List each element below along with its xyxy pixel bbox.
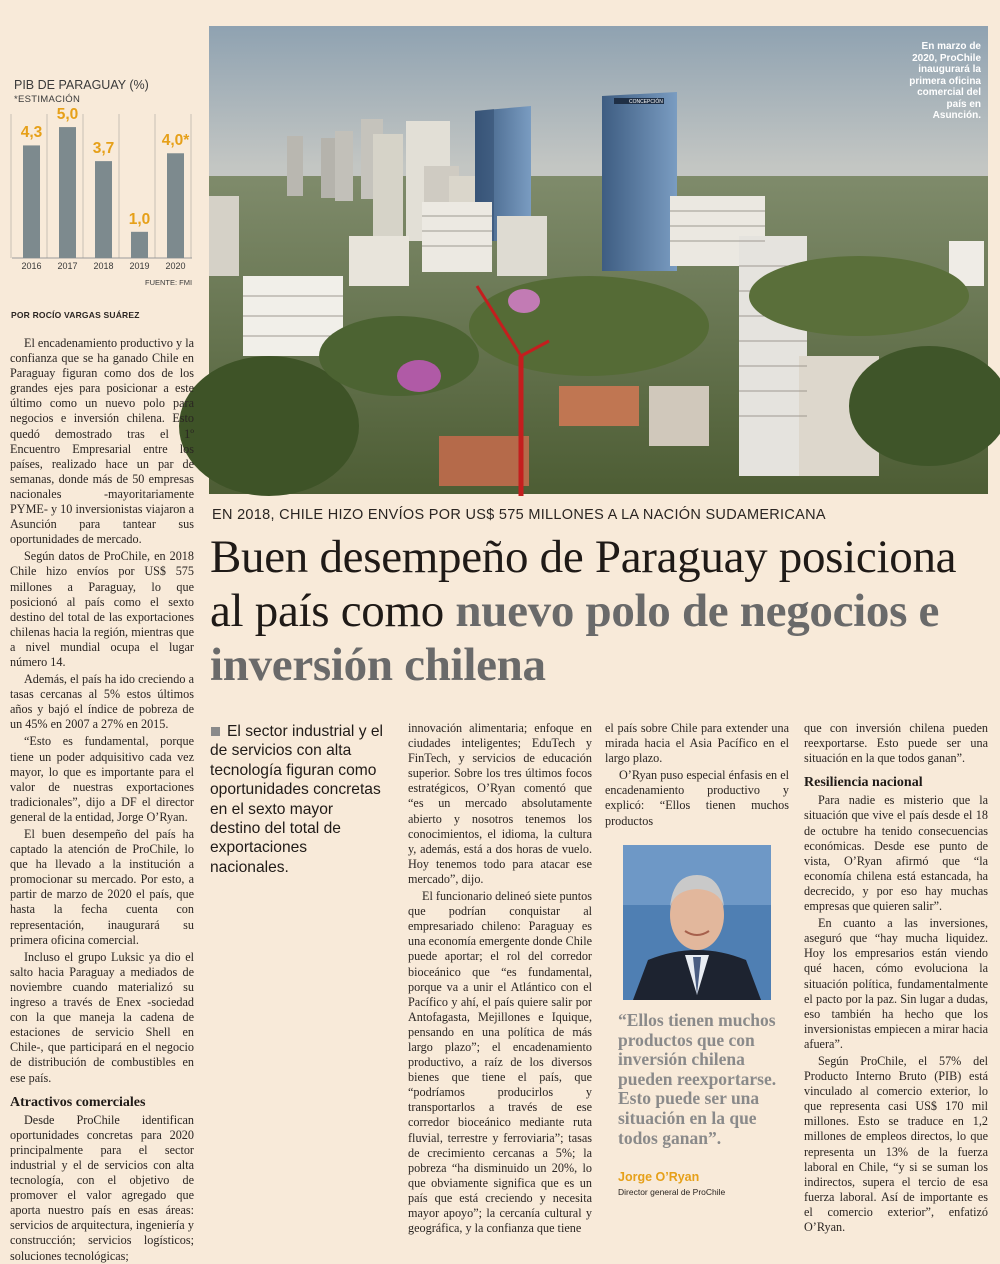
col3-paragraph: el país sobre Chile para extender una mirada hacia el Asia Pacífico en el largo plazo. [605, 721, 789, 766]
pull-quote: “Ellos tienen muchos productos que con inversión chilena pueden reexportarse. Esto puede ser una situación en la que todos ganan”. [618, 1010, 777, 1148]
col1-paragraph: Desde ProChile identifican oportunidades concretas para 2020 principalmente para el sector industrial y el de servicios con alta tecnología, con el objetivo de promover el valor agregado que aporta nuestro país en esas áreas: servicios de arquitectura, ingeniería y construcción; servicios logísticos; soluciones tecnológicas; [10, 1112, 194, 1263]
portrait-photo [623, 845, 771, 1000]
summary-text: El sector industrial y el de servicios con alta tecnología figuran como oportunidades concretas en el sexto mayor destino del total de exportaciones nacionales. [210, 723, 383, 876]
col1-paragraph: Según datos de ProChile, en 2018 Chile hizo envíos por US$ 575 millones a Paraguay, lo que posicionó al país como el sexto destino del total de las exportaciones chilenas hacia la región, mientras que a nivel mundial ocupa el lugar número 14. [10, 549, 194, 669]
x-tick-label: 2020 [165, 261, 186, 271]
city-photo [209, 26, 988, 494]
bar-value-label: 4,3 [20, 124, 43, 142]
quote-author-role: Director general de ProChile [618, 1187, 726, 1197]
x-tick-label: 2016 [21, 261, 42, 271]
col1-paragraph: “Esto es fundamental, porque tiene un poder adquisitivo cada vez mayor, lo que es importante para el valor de nuestras exportaciones tradicionales”, dijo a DF el director general de la entidad, Jorge O’Ryan. [10, 734, 194, 824]
headline [210, 530, 1000, 692]
photo-caption: En marzo de 2020, ProChile inaugurará la primera oficina comercial del país en Asunción. [909, 41, 981, 121]
summary [210, 722, 386, 877]
x-tick-label: 2019 [129, 261, 150, 271]
col2-paragraph: innovación alimentaria; enfoque en ciudades inteligentes; EduTech y FinTech, y servicios de educación superior. Sobre los tres últimos focos estratégicos, O’Ryan comentó que “es un mercado absolutamente abierto y nosotros tenemos los conocimientos, el idioma, la cultura y, además, está a dos horas de vuelo. Hoy tenemos todo para atacar ese mercado”, dijo. [408, 721, 592, 886]
chart-subtitle: *ESTIMACIÓN [14, 94, 81, 105]
col4-paragraph: Para nadie es misterio que la situación que vive el país desde el 18 de octubre ha tenido consecuencias económicas. Desde ese punto de vista, O’Ryan afirmó que “la economía chilena está estancada, ha decrecido, y por eso hay muchas empresas que quieren salir”. [804, 793, 988, 914]
col1-paragraph: El buen desempeño del país ha captado la atención de ProChile, lo que ha llevado a la institución a promocionar su mercado. Por esto, a partir de marzo de 2020 el país, que hasta la fecha cuenta con representación, inaugurará su primera oficina comercial. [10, 827, 194, 947]
asuncion-skyline-image [209, 26, 988, 494]
kicker: EN 2018, CHILE HIZO ENVÍOS POR US$ 575 MILLONES A LA NACIÓN SUDAMERICANA [212, 507, 826, 523]
x-tick-label: 2017 [57, 261, 78, 271]
col4-paragraph: Según ProChile, el 57% del Producto Interno Bruto (PIB) está vinculado al comercio exterior, lo que representa casi US$ 170 mil millones. Esto se traduce en 1,2 millones de empleos directos, lo que representa un 13% de la fuerza laboral en Chile, “y si se suman los indirectos, supera el tercio de esa fuerza laboral. Así de importante es el comercio exterior”, enfatizó O’Ryan. [804, 1053, 988, 1234]
x-tick-label: 2018 [93, 261, 114, 271]
article-column-1 [10, 336, 194, 1263]
col4-paragraph: En cuanto a las inversiones, aseguró que “hay mucha liquidez. Hoy los empresarios están viendo qué hacen, cómo evoluciona la situación política, fundamentalmente el pacto por la paz. Sin lugar a dudas, eso también ha hecho que los inversionistas empiecen a mirar hacia afuera”. [804, 916, 988, 1051]
article-column-2 [408, 721, 592, 1236]
article-column-4 [804, 721, 988, 1234]
article-column-3 [605, 721, 789, 828]
jorge-oryan-portrait-image [623, 845, 771, 1000]
col2-paragraph: El funcionario delineó siete puntos que podrían conquistar al empresariado chileno: Paraguay es una economía emergente donde Chile puede aportar; el rol del corredor bioceánico que “es fundamental, porque va a unir el Atlántico con el Pacífico y ahí, el país quiere salir por Antofagasta, Mejillones e Iquique, pensando en una política de más largo plazo”; el encadenamiento productivo, a raíz de los diversos bienes que tiene el país, que “podríamos producirlos y transportarlos a través de ese corredor bioceánico mediante ruta fluvial, terrestre y ferroviaria”; tasas de crecimiento cercanas a 5%; la pobreza “ha disminuido un 20%, lo que obviamente significa que es un país que está creciendo y necesita mayor apoyo”; la cercanía cultural y geográfica, y la confianza que tiene [408, 889, 592, 1236]
quote-author: Jorge O’Ryan [618, 1170, 700, 1184]
chart-title: PIB DE PARAGUAY (%) [14, 78, 149, 92]
byline: POR ROCÍO VARGAS SUÁREZ [11, 310, 140, 320]
gdp-bar-chart [12, 108, 192, 278]
subhead-resiliencia: Resiliencia nacional [804, 775, 923, 791]
headline-highlight: nuevo polo de negocios e inversión chilena [210, 585, 940, 691]
col1-paragraph: Además, el país ha ido creciendo a tasas cercanas al 5% estos últimos años y bajó el índice de pobreza de un 45% en 2007 a 27% en 2015. [10, 672, 194, 732]
bar-value-label: 1,0 [128, 210, 151, 228]
bar-value-label: 4,0* [161, 132, 190, 150]
col3-paragraph: O’Ryan puso especial énfasis en el encadenamiento productivo y explicó: “Ellos tienen muchos productos [605, 768, 789, 828]
chart-labels [12, 108, 192, 278]
col4-paragraph: que con inversión chilena pueden reexportarse. Esto puede ser una situación en la que todos ganan”. [804, 721, 988, 766]
photo-sign-text: CONCEPCIÓN [629, 99, 663, 105]
headline-text: Buen desempeño de Paraguay posiciona al país como [210, 531, 957, 637]
subhead-atractivos: Atractivos comerciales [10, 1094, 146, 1110]
col1-paragraph: Incluso el grupo Luksic ya dio el salto hacia Paraguay a mediados de noviembre cuando materializó su ingreso a través de Enex -sociedad con la que maneja la cadena de estaciones de servicio Shell en Chile-, que participará en el negocio de distribución de combustibles en ese país. [10, 949, 194, 1085]
bar-value-label: 5,0 [56, 106, 79, 124]
chart-source: FUENTE: FMI [145, 278, 193, 287]
bar-value-label: 3,7 [92, 140, 115, 158]
col1-paragraph: El encadenamiento productivo y la confianza que se ha ganado Chile en Paraguay figuran como dos de los grandes ejes para posicionar a este último como un nuevo polo para negocios e inversión chilena. Esto quedó demostrado tras el 1º Encuentro Empresarial entre los países, realizado hace un par de semanas, donde más de 50 empresas nacionales -mayoritariamente PYME- y 10 inversionistas viajaron a Asunción para tantear sus oportunidades de mercado. [10, 336, 194, 547]
